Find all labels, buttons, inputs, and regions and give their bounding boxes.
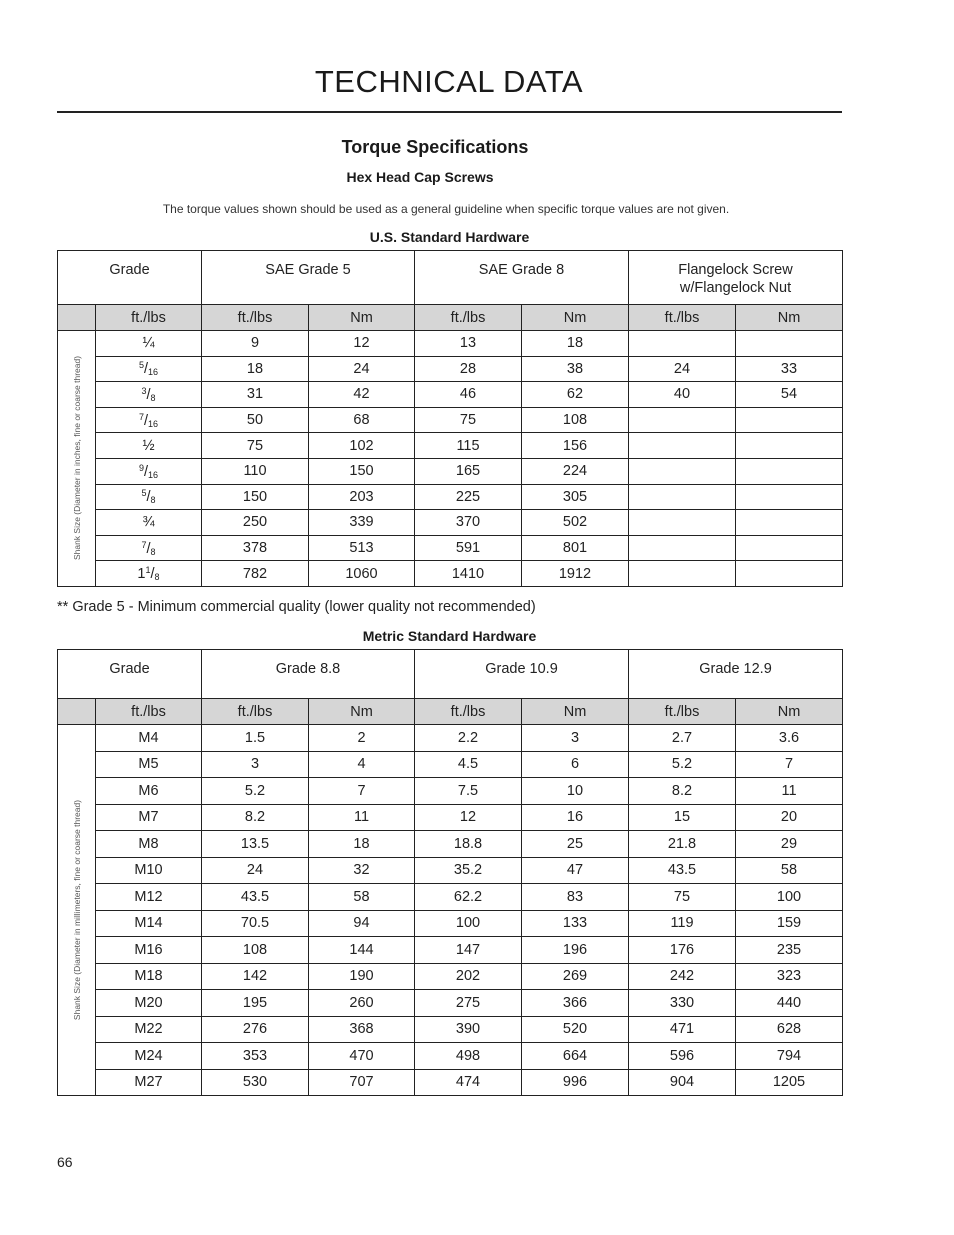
us-torque-value: 13 [415,331,522,357]
metric-torque-value: 474 [415,1069,522,1096]
metric-torque-value: 596 [629,1043,736,1070]
metric-torque-value: 5.2 [202,778,309,805]
metric-table-caption: Metric Standard Hardware [362,628,537,644]
us-torque-value: 62 [522,382,629,408]
metric-torque-value: 368 [309,1016,415,1043]
size-numerator: 7 [141,539,147,550]
metric-torque-value: 3 [202,751,309,778]
us-shank-size-label-cell [58,331,96,587]
metric-torque-value: 366 [522,990,629,1017]
us-torque-value: 801 [522,535,629,561]
us-torque-value [736,433,843,459]
metric-unit-label: ft./lbs [96,699,202,725]
metric-torque-value: 21.8 [629,831,736,858]
metric-torque-value: 144 [309,937,415,964]
metric-torque-value: 94 [309,910,415,937]
fraction-slash: / [146,386,151,403]
fraction-slash: / [143,412,149,429]
metric-torque-value: 260 [309,990,415,1017]
us-torque-value: 305 [522,484,629,510]
us-torque-value: 12 [309,331,415,357]
us-torque-value: 1060 [309,561,415,587]
us-unit-label: Nm [309,305,415,331]
metric-torque-value: 8.2 [202,804,309,831]
metric-torque-value: 11 [309,804,415,831]
flangelock-line2: w/Flangelock Nut [679,280,792,296]
metric-torque-table [57,649,843,1096]
metric-size-cell: M4 [96,725,202,752]
metric-torque-value: 6 [522,751,629,778]
metric-torque-value: 4.5 [415,751,522,778]
table-row [58,910,843,937]
us-unit-label: Nm [736,305,843,331]
us-size-cell [96,382,202,408]
metric-torque-value: 330 [629,990,736,1017]
metric-torque-value: 440 [736,990,843,1017]
us-torque-value: 46 [415,382,522,408]
us-size-cell [96,356,202,382]
us-torque-value [629,510,736,536]
us-size-cell [96,458,202,484]
metric-size-cell: M14 [96,910,202,937]
us-torque-value: 24 [309,356,415,382]
metric-torque-value: 75 [629,884,736,911]
us-torque-value: 68 [309,407,415,433]
flangelock-line1: Flangelock Screw [678,262,793,278]
table-row [58,331,843,357]
metric-units-row [58,699,843,725]
metric-torque-value: 707 [309,1069,415,1096]
us-torque-value: 1912 [522,561,629,587]
metric-header-grade: Grade [58,650,202,699]
us-torque-value: 378 [202,535,309,561]
us-units-corner [58,305,96,331]
section-heading: Torque Specifications [341,137,529,157]
size-denominator: 8 [150,495,156,506]
us-torque-value [629,433,736,459]
metric-torque-value: 159 [736,910,843,937]
us-torque-value: 108 [522,407,629,433]
metric-torque-value: 147 [415,937,522,964]
metric-torque-value: 10 [522,778,629,805]
us-torque-value: 50 [202,407,309,433]
metric-torque-value: 25 [522,831,629,858]
table-row [58,1016,843,1043]
us-torque-value: 75 [415,407,522,433]
metric-torque-value: 133 [522,910,629,937]
metric-torque-value: 2 [309,725,415,752]
us-torque-value: 502 [522,510,629,536]
page-number: 66 [57,1154,73,1170]
metric-size-cell: M18 [96,963,202,990]
metric-size-cell: M16 [96,937,202,964]
us-torque-value: 102 [309,433,415,459]
us-torque-value [629,331,736,357]
us-torque-value: 156 [522,433,629,459]
metric-torque-value: 18.8 [415,831,522,858]
us-torque-value [736,331,843,357]
metric-unit-label: Nm [309,699,415,725]
us-torque-value: 24 [629,356,736,382]
metric-torque-value: 530 [202,1069,309,1096]
metric-torque-value: 35.2 [415,857,522,884]
metric-torque-value: 235 [736,937,843,964]
metric-shank-size-label: Shank Size (Diameter in millimeters, fine or coarse thread) [71,799,82,1021]
metric-unit-label: ft./lbs [415,699,522,725]
metric-torque-value: 996 [522,1069,629,1096]
metric-torque-value: 904 [629,1069,736,1096]
size-fraction: ¾ [142,514,155,531]
us-torque-value [629,561,736,587]
table-row [58,484,843,510]
table-row [58,561,843,587]
us-torque-value [736,407,843,433]
table-row [58,831,843,858]
metric-size-cell: M10 [96,857,202,884]
metric-size-cell: M24 [96,1043,202,1070]
metric-unit-label: Nm [522,699,629,725]
metric-size-cell: M7 [96,804,202,831]
metric-size-cell: M20 [96,990,202,1017]
us-table-footnote: ** Grade 5 - Minimum commercial quality (lower quality not recommended) [57,599,536,615]
table-row [58,751,843,778]
us-torque-value: 75 [202,433,309,459]
us-torque-table [57,250,843,587]
metric-torque-value: 276 [202,1016,309,1043]
metric-torque-value: 190 [309,963,415,990]
intro-text: The torque values shown should be used as a general guideline when specific torque values are not given. [162,202,730,216]
metric-torque-value: 142 [202,963,309,990]
us-size-cell [96,535,202,561]
metric-torque-value: 119 [629,910,736,937]
metric-torque-value: 794 [736,1043,843,1070]
us-torque-value: 28 [415,356,522,382]
table-row [58,535,843,561]
us-header-sae5: SAE Grade 5 [202,251,415,305]
size-whole: 1 [137,566,146,583]
metric-torque-value: 11 [736,778,843,805]
table-row [58,990,843,1017]
table-row [58,510,843,536]
size-fraction: ½ [142,437,155,454]
us-torque-value: 203 [309,484,415,510]
metric-torque-value: 323 [736,963,843,990]
metric-unit-label: ft./lbs [629,699,736,725]
metric-torque-value: 29 [736,831,843,858]
section-subheading: Hex Head Cap Screws [346,169,494,185]
us-unit-label: ft./lbs [415,305,522,331]
us-size-cell [96,433,202,459]
metric-size-cell: M8 [96,831,202,858]
us-torque-value [736,535,843,561]
us-size-cell [96,484,202,510]
metric-torque-value: 2.2 [415,725,522,752]
us-torque-value: 110 [202,458,309,484]
metric-torque-value: 43.5 [629,857,736,884]
fraction-slash: / [143,361,149,378]
metric-torque-value: 353 [202,1043,309,1070]
us-unit-label: Nm [522,305,629,331]
metric-torque-value: 108 [202,937,309,964]
metric-torque-value: 1205 [736,1069,843,1096]
us-torque-value: 591 [415,535,522,561]
metric-torque-value: 269 [522,963,629,990]
metric-torque-value: 58 [736,857,843,884]
metric-header-grade-8-8: Grade 8.8 [202,650,415,699]
fraction-slash: / [150,566,155,583]
table-row [58,433,843,459]
table-row [58,778,843,805]
metric-torque-value: 18 [309,831,415,858]
table-row [58,356,843,382]
size-numerator: 5 [141,488,147,499]
metric-torque-value: 202 [415,963,522,990]
metric-size-cell: M27 [96,1069,202,1096]
metric-torque-value: 16 [522,804,629,831]
us-header-flangelock [629,251,843,305]
us-torque-value: 339 [309,510,415,536]
us-torque-value [736,484,843,510]
metric-torque-value: 390 [415,1016,522,1043]
metric-torque-value: 100 [415,910,522,937]
us-torque-value: 115 [415,433,522,459]
fraction-slash: / [143,463,149,480]
size-denominator: 8 [150,546,156,557]
us-torque-value: 40 [629,382,736,408]
table-row [58,382,843,408]
size-numerator: 5 [138,360,144,371]
fraction-slash: / [146,489,151,506]
metric-torque-value: 3 [522,725,629,752]
us-unit-label: ft./lbs [202,305,309,331]
us-size-cell [96,407,202,433]
table-row [58,937,843,964]
metric-torque-value: 3.6 [736,725,843,752]
metric-torque-value: 195 [202,990,309,1017]
us-torque-value: 370 [415,510,522,536]
us-torque-value: 150 [309,458,415,484]
metric-torque-value: 520 [522,1016,629,1043]
metric-torque-value: 8.2 [629,778,736,805]
metric-torque-value: 32 [309,857,415,884]
metric-torque-value: 5.2 [629,751,736,778]
table-row [58,963,843,990]
us-unit-label: ft./lbs [96,305,202,331]
us-torque-value: 42 [309,382,415,408]
us-torque-value: 513 [309,535,415,561]
us-torque-value: 18 [202,356,309,382]
metric-units-corner [58,699,96,725]
metric-torque-value: 275 [415,990,522,1017]
metric-torque-value: 471 [629,1016,736,1043]
metric-size-cell: M12 [96,884,202,911]
metric-torque-value: 1.5 [202,725,309,752]
metric-unit-label: Nm [736,699,843,725]
us-table-caption: U.S. Standard Hardware [369,229,530,245]
us-torque-value: 18 [522,331,629,357]
us-torque-value [629,535,736,561]
us-size-cell [96,561,202,587]
us-header-sae8: SAE Grade 8 [415,251,629,305]
page-title: TECHNICAL DATA [314,64,584,99]
metric-torque-value: 47 [522,857,629,884]
metric-torque-value: 70.5 [202,910,309,937]
metric-header-grade-10-9: Grade 10.9 [415,650,629,699]
us-torque-value: 250 [202,510,309,536]
metric-torque-value: 7 [309,778,415,805]
size-denominator: 16 [148,418,159,429]
us-torque-value [736,510,843,536]
us-torque-value: 38 [522,356,629,382]
us-torque-value: 150 [202,484,309,510]
table-row [58,857,843,884]
us-torque-value: 33 [736,356,843,382]
us-shank-size-label: Shank Size (Diameter in inches, fine or coarse thread) [71,356,82,561]
metric-torque-value: 58 [309,884,415,911]
metric-header-grade-12-9: Grade 12.9 [629,650,843,699]
metric-size-cell: M22 [96,1016,202,1043]
size-numerator: 1 [145,565,151,576]
us-torque-value: 224 [522,458,629,484]
metric-size-cell: M6 [96,778,202,805]
size-denominator: 8 [154,572,160,583]
metric-torque-value: 12 [415,804,522,831]
metric-torque-value: 100 [736,884,843,911]
us-unit-label: ft./lbs [629,305,736,331]
us-torque-value: 1410 [415,561,522,587]
metric-torque-value: 24 [202,857,309,884]
table-row [58,884,843,911]
metric-unit-label: ft./lbs [202,699,309,725]
metric-torque-value: 43.5 [202,884,309,911]
us-torque-value: 165 [415,458,522,484]
table-row [58,804,843,831]
title-rule [57,111,842,113]
metric-torque-value: 20 [736,804,843,831]
size-denominator: 16 [148,367,159,378]
metric-torque-value: 15 [629,804,736,831]
fraction-slash: / [146,540,151,557]
us-torque-value: 225 [415,484,522,510]
metric-torque-value: 196 [522,937,629,964]
metric-torque-value: 176 [629,937,736,964]
us-header-grade: Grade [58,251,202,305]
table-row [58,407,843,433]
metric-torque-value: 470 [309,1043,415,1070]
metric-torque-value: 498 [415,1043,522,1070]
us-torque-value [629,407,736,433]
size-denominator: 16 [148,469,159,480]
table-row [58,458,843,484]
size-numerator: 9 [138,462,144,473]
us-torque-value: 31 [202,382,309,408]
metric-shank-size-label-cell [58,725,96,1096]
metric-torque-value: 7.5 [415,778,522,805]
us-torque-value [629,484,736,510]
size-denominator: 8 [150,392,156,403]
us-units-row [58,305,843,331]
us-torque-value [736,561,843,587]
us-torque-value: 54 [736,382,843,408]
us-torque-value [736,458,843,484]
size-numerator: 7 [138,411,144,422]
metric-torque-value: 2.7 [629,725,736,752]
table-row [58,1043,843,1070]
us-size-cell [96,331,202,357]
table-row [58,725,843,752]
metric-torque-value: 13.5 [202,831,309,858]
us-size-cell [96,510,202,536]
metric-size-cell: M5 [96,751,202,778]
table-row [58,1069,843,1096]
metric-torque-value: 7 [736,751,843,778]
size-numerator: 3 [141,385,147,396]
metric-torque-value: 4 [309,751,415,778]
metric-torque-value: 628 [736,1016,843,1043]
us-torque-value: 9 [202,331,309,357]
metric-torque-value: 62.2 [415,884,522,911]
us-torque-value: 782 [202,561,309,587]
metric-torque-value: 242 [629,963,736,990]
size-fraction: ¼ [142,335,155,352]
metric-torque-value: 664 [522,1043,629,1070]
us-torque-value [629,458,736,484]
metric-torque-value: 83 [522,884,629,911]
